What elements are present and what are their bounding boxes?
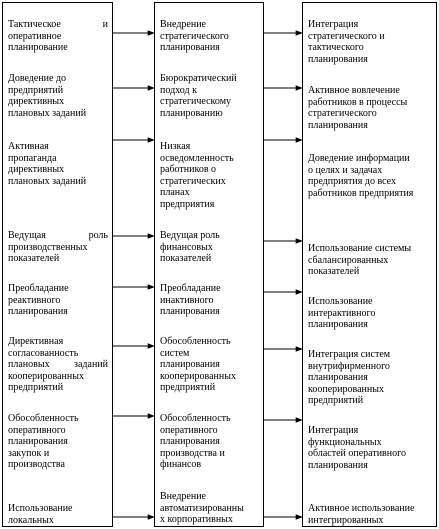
box-item: Активное использование интегрированных (308, 503, 415, 526)
box-item: Бюрократический подход к стратегическому планированию (160, 73, 237, 119)
column-transition-state (154, 2, 264, 527)
box-item: Доведение до предприятий директивных плановых заданий (8, 73, 87, 119)
box-item: Тактическое и оперативное планирование (8, 19, 108, 53)
box-item: Преобладание реактивного планирования (8, 283, 69, 317)
box-item: Интеграция систем внутрифирменного планирования кооперированных предприятий (308, 349, 391, 406)
box-item: Интеграция стратегического и тактического планирования (308, 19, 385, 65)
box-item: Использование интерактивного планирования (308, 296, 376, 330)
box-item: Преобладание инактивного планирования (160, 283, 221, 317)
box-item: Интеграция функциональных областей оперативного планирования (308, 425, 406, 471)
box-item: Активное вовлечение работников в процессы стратегического планирования (308, 85, 408, 131)
box-item: Ведущая роль производственных показателей (8, 230, 108, 264)
box-item: Обособленность систем планирования кооперированных предприятий (160, 336, 236, 393)
box-item: Директивная согласованность плановых заданий кооперированных предприятий (8, 336, 108, 393)
box-item: Обособленность оперативного планирования закупок и производства (8, 413, 79, 470)
box-item: Обособленность оперативного планирования производства и финансов (160, 413, 231, 470)
box-item: Внедрение автоматизированны х корпоративных (160, 491, 244, 525)
box-item: Низкая осведомленность работников о стратегических планах предприятия (160, 141, 234, 210)
box-item: Доведение информации о целях и задачах предприятия до всех работников предприятия (308, 153, 414, 199)
column-current-state (2, 2, 113, 527)
box-item: Ведущая роль финансовых показателей (160, 230, 220, 264)
box-item: Использование локальных (8, 503, 73, 526)
box-item: Активная пропаганда директивных плановых заданий (8, 141, 87, 187)
box-item: Использование системы сбалансированных показателей (308, 243, 412, 277)
box-item: Внедрение стратегического планирования (160, 19, 229, 53)
column-target-state (302, 2, 437, 527)
